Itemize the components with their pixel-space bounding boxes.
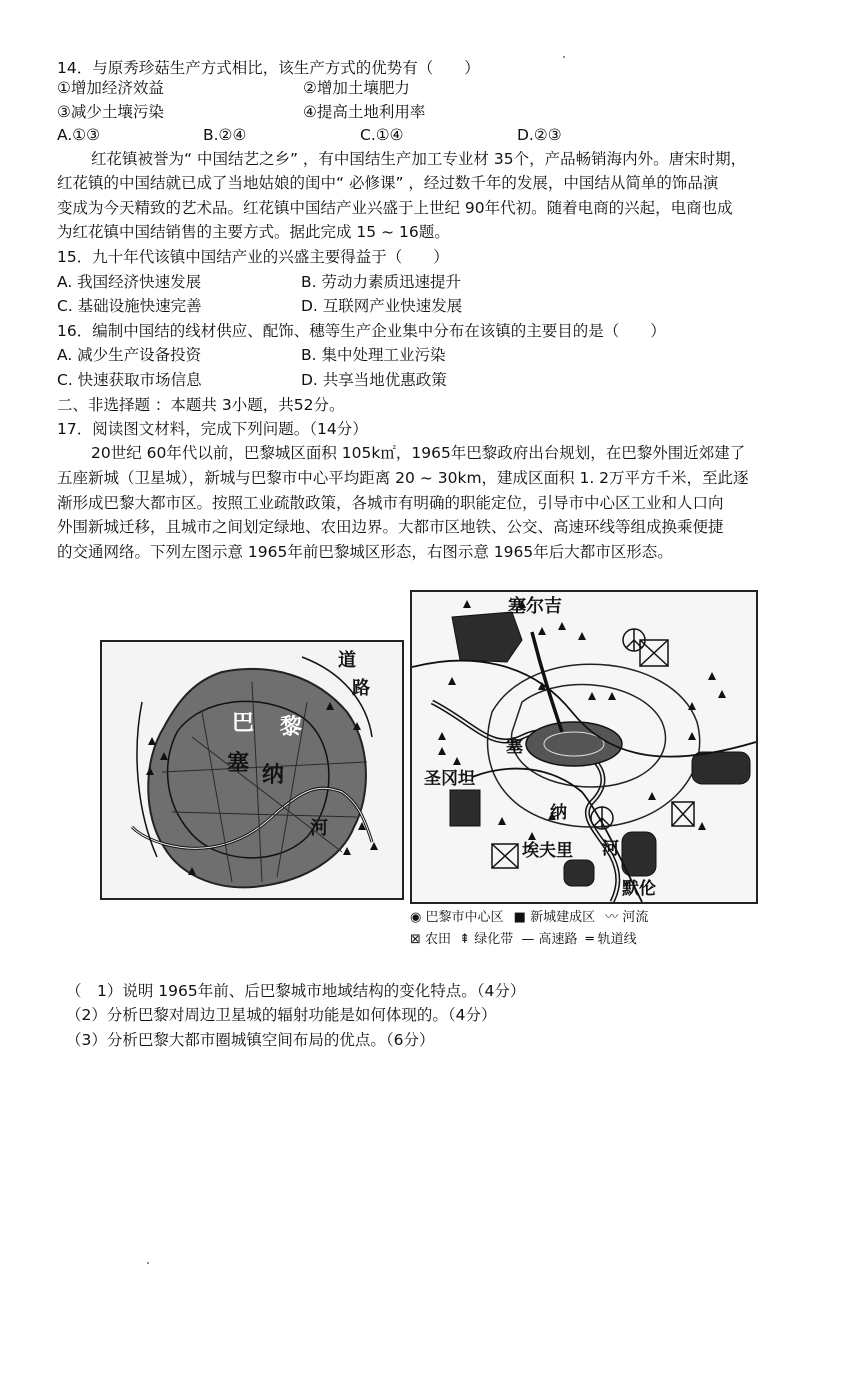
q16-option-a: A. 减少生产设备投资	[57, 346, 202, 364]
greenbelt-legend-icon: ⇞	[459, 932, 471, 947]
paris-after-1965-drawing	[412, 592, 756, 902]
passage1-line-4: 为红花镇中国结销售的主要方式。据此完成 15 ~ 16题。	[57, 223, 450, 241]
map-legend-row-1	[410, 906, 648, 925]
q16-option-c: C. 快速获取市场信息	[57, 371, 202, 389]
left-map-label-he: 河	[310, 818, 328, 839]
farmland-legend-icon: ⊠	[410, 932, 421, 947]
speck	[147, 1262, 149, 1264]
newtown-legend-icon: ■	[513, 910, 526, 925]
q14-option-2: ②增加土壤肥力	[303, 79, 410, 97]
q17-subquestion-1: （ 1）说明 1965年前、后巴黎城市地域结构的变化特点。（4分）	[66, 982, 526, 1000]
q16-option-b: B. 集中处理工业污染	[301, 346, 446, 364]
q17-subquestion-2: （2）分析巴黎对周边卫星城的辐射功能是如何体现的。（4分）	[66, 1006, 497, 1024]
legend-newtown-label: 新城建成区	[530, 910, 596, 925]
q17-stem: 17．阅读图文材料，完成下列问题。（14分）	[57, 420, 368, 438]
right-map-label-shenggangtan: 圣冈坦	[424, 769, 475, 789]
right-map-label-he: 河	[602, 839, 619, 859]
q15-stem: 15．九十年代该镇中国结产业的兴盛主要得益于（ ）	[57, 248, 449, 266]
q15-option-a: A. 我国经济快速发展	[57, 273, 202, 291]
legend-river-label: 河流	[622, 910, 649, 925]
right-map-label-sai: 塞	[506, 737, 523, 757]
left-map-label-lu: 路	[352, 678, 370, 699]
q14-option-3: ③减少土壤污染	[57, 103, 164, 121]
highway-legend-icon: —	[521, 932, 535, 947]
passage1-line-2: 红花镇的中国结就已成了当地姑娘的闺中“ 必修课” ，经过数千年的发展，中国结从简单的饰品演	[57, 174, 719, 192]
left-map-label-na: 纳	[262, 762, 285, 788]
paris-before-1965-drawing	[102, 642, 402, 898]
q16-stem: 16．编制中国结的线材供应、配饰、穗等生产企业集中分布在该镇的主要目的是（ ）	[57, 322, 666, 340]
section-2-heading: 二、非选择题 ：本题共 3小题，共52分。	[57, 396, 345, 414]
q14-choice-b: B.②④	[203, 126, 247, 144]
left-map-label-ba: 巴	[232, 710, 255, 736]
left-map-label-dao: 道	[338, 650, 356, 671]
left-map-label-sai: 塞	[227, 750, 250, 776]
map-legend-row-2	[410, 928, 637, 947]
legend-farmland-label: 农田	[425, 932, 452, 947]
paris-before-1965-map	[100, 640, 404, 900]
speck	[563, 56, 565, 58]
q14-option-4: ④提高土地利用率	[303, 103, 426, 121]
q17-line-1: 20世纪 60年代以前，巴黎城区面积 105k㎡，1965年巴黎政府出台规划，在巴黎外围近郊建了	[91, 444, 746, 462]
q14-choice-d: D.②③	[517, 126, 562, 144]
q17-line-2: 五座新城（卫星城），新城与巴黎市中心平均距离 20 ~ 30km，建成区面积 1. 2万平方千米，至此逐	[57, 469, 749, 487]
q15-option-b: B. 劳动力素质迅速提升	[301, 273, 461, 291]
q17-line-4: 外围新城迁移，且城市之间划定绿地、农田边界。大都市区地铁、公交、高速环线等组成换乘便捷	[57, 518, 724, 536]
passage1-line-1: 红花镇被誉为“ 中国结艺之乡” ，有中国结生产加工专业材 35个，产品畅销海内外。唐宋时期，	[91, 150, 747, 168]
q15-option-c: C. 基础设施快速完善	[57, 297, 202, 315]
passage1-line-3: 变成为今天精致的艺术品。红花镇中国结产业兴盛于上世纪 90年代初。随着电商的兴起，电商也成	[57, 199, 733, 217]
q14-stem: 14．与原秀珍菇生产方式相比，该生产方式的优势有（ ）	[57, 59, 480, 77]
legend-rail-label: 轨道线	[597, 932, 637, 947]
q17-line-5: 的交通网络。下列左图示意 1965年前巴黎城区形态，右图示意 1965年后大都市区形态。	[57, 543, 673, 561]
center-legend-icon: ◉	[410, 910, 422, 925]
right-map-label-na: 纳	[550, 803, 567, 823]
q14-choice-a: A.①③	[57, 126, 101, 144]
right-map-label-saierji: 塞尔吉	[508, 596, 562, 617]
q16-option-d: D. 共享当地优惠政策	[301, 371, 447, 389]
q14-option-1: ①增加经济效益	[57, 79, 164, 97]
q17-line-3: 渐形成巴黎大都市区。按照工业疏散政策，各城市有明确的职能定位，引导市中心区工业和人口向	[57, 494, 724, 512]
paris-after-1965-map	[410, 590, 758, 904]
rail-legend-icon: ═	[585, 932, 594, 947]
q15-option-d: D. 互联网产业快速发展	[301, 297, 463, 315]
legend-highway-label: 高速路	[538, 932, 578, 947]
q14-choice-c: C.①④	[360, 126, 404, 144]
right-map-label-aifuli: 埃夫里	[522, 841, 573, 861]
left-map-label-li: 黎	[280, 714, 303, 740]
legend-greenbelt-label: 绿化带	[474, 932, 514, 947]
right-map-label-moulun: 默伦	[622, 879, 656, 899]
legend-center-label: 巴黎市中心区	[425, 910, 504, 925]
river-legend-icon: 〰	[605, 910, 619, 925]
q17-subquestion-3: （3）分析巴黎大都市圈城镇空间布局的优点。（6分）	[66, 1031, 435, 1049]
